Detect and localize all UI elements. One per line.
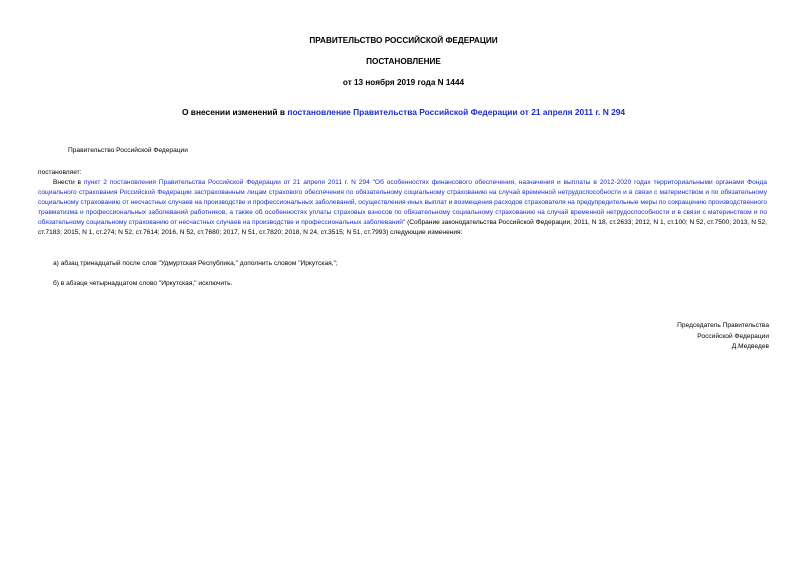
signature-block	[677, 321, 769, 353]
decides-text: постановляет:	[38, 169, 82, 176]
title-prefix: О внесении изменений в	[181, 107, 288, 117]
signature-name: Д.Медведев	[731, 343, 769, 350]
item-a: а) абзац тринадцатый после слов "Удмуртская Республика," дополнить словом "Иркутская,";	[53, 260, 338, 267]
paragraph-link[interactable]: пункт 2 постановления Правительства Российской Федерации от 21 апреля 2011 г. N 294 "Об особенностях финансового обеспечения, назначения и выплаты в 2012-2020 годах территориальными органами Фонда социального страхования Российской Федерации застрахованным лицам страхового обеспечения по обязательному социальному страхованию на случай временной нетрудоспособности и в связи с материнством и по обязательному социальному страхованию от несчастных случаев на производстве и профессиональных заболеваний, осуществления иных выплат и возмещения расходов страхователя на предупредительные меры по сокращению производственного травматизма и профессиональных заболеваний работников, а также об особенностях уплаты страховых взносов по обязательному социальному страхованию на случай временной нетрудоспособности и в связи с материнством и по обязательному социальному страхованию от несчастных случаев на производстве и профессиональных заболеваний"	[38, 179, 767, 226]
government-heading: ПРАВИТЕЛЬСТВО РОССИЙСКОЙ ФЕДЕРАЦИИ	[309, 36, 498, 45]
document-title	[0, 107, 807, 117]
signature-position: Председатель Правительства	[677, 322, 769, 329]
intro-text: Правительство Российской Федерации	[68, 147, 188, 154]
main-paragraph	[38, 178, 767, 237]
document-date-number: от 13 ноября 2019 года N 1444	[342, 78, 465, 87]
item-b: б) в абзаце четырнадцатом слово "Иркутская," исключить.	[53, 280, 233, 287]
title-link[interactable]: постановление Правительства Российской Федерации от 21 апреля 2011 г. N 294	[287, 107, 626, 117]
signature-org: Российской Федерации	[697, 332, 769, 340]
paragraph-end: (Собрание законодательства Российской Федерации, 2011, N 18, ст.2633; 2012, N 1, ст.100; N 52, ст.7500; 2013, N 52, ст.7183; 2015, N 1, ст.274; N 52, ст.7614; 2016, N 52, ст.7680; 2017, N 51, ст.7820; 2018, N 24, ст.3515; N 51, ст.7993) следующие изменения:	[38, 218, 768, 236]
paragraph-start: Внести в	[53, 179, 84, 186]
document-type: ПОСТАНОВЛЕНИЕ	[366, 57, 441, 66]
